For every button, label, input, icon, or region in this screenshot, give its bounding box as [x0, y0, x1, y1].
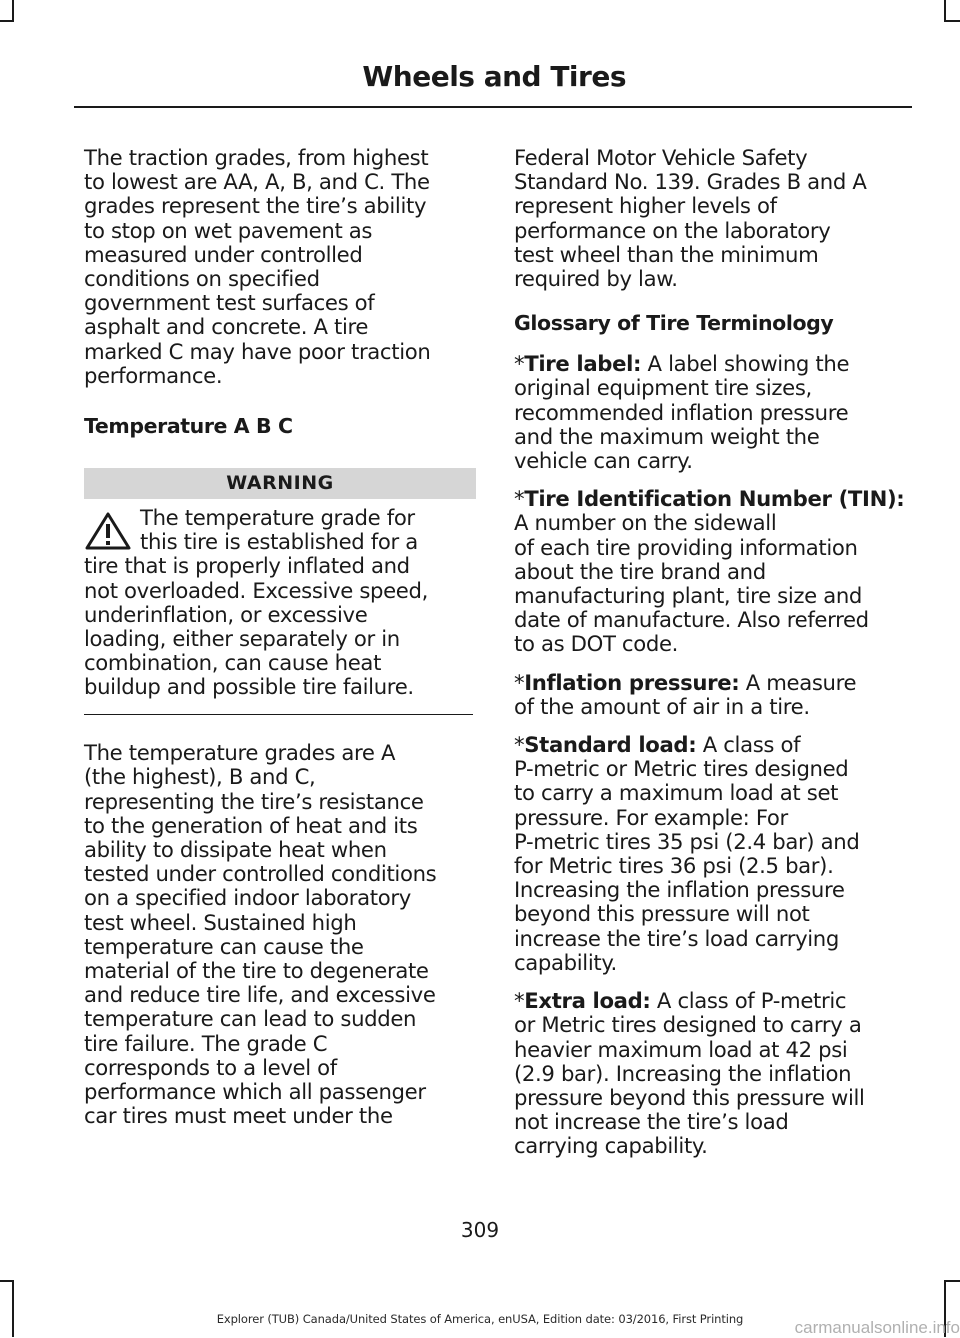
text-line: tire failure. The grade C — [84, 1030, 328, 1056]
text-line: government test surfaces of — [84, 290, 375, 316]
text-line: loading, either separately or in — [84, 626, 400, 652]
text-line: to lowest are AA, A, B, and C. The — [84, 169, 430, 195]
text-line: of the amount of air in a tire. — [514, 693, 810, 719]
text-line: about the tire brand and — [514, 558, 766, 584]
text-line: grades represent the tire’s ability — [84, 193, 427, 219]
text-line: date of manufacture. Also referred — [514, 607, 869, 633]
crop-mark — [944, 1280, 960, 1282]
text-line: A label showing the — [641, 351, 850, 377]
crop-mark — [12, 0, 14, 22]
text-line: this tire is established for a — [140, 529, 418, 555]
text-line: capability. — [514, 949, 617, 975]
text-line: temperature can lead to sudden — [84, 1006, 417, 1032]
text-line: marked C may have poor traction — [84, 338, 431, 364]
text-line: tire that is properly inflated and — [84, 553, 410, 579]
text-line: asphalt and concrete. A tire — [84, 314, 369, 340]
text-line: performance which all passenger — [84, 1079, 426, 1104]
text-line: conditions on specified — [84, 266, 320, 292]
text-line: pressure beyond this pressure will — [514, 1084, 865, 1110]
text-line: car tires must meet under the — [84, 1103, 393, 1129]
text-line: performance on the laboratory — [514, 217, 831, 243]
federal-paragraph — [514, 146, 912, 291]
text-line: performance. — [84, 362, 223, 388]
text-line: Standard No. 139. Grades B and A — [514, 169, 867, 195]
warning-text — [84, 506, 476, 700]
text-line: measured under controlled — [84, 241, 363, 267]
text-line: tested under controlled conditions — [84, 861, 437, 887]
text-line: Federal Motor Vehicle Safety — [514, 145, 808, 170]
crop-mark — [944, 0, 946, 22]
text-line: to the generation of heat and its — [84, 812, 418, 838]
text-line: or Metric tires designed to carry a — [514, 1012, 862, 1038]
crop-mark — [0, 20, 14, 22]
text-line: recommended inflation pressure — [514, 399, 849, 425]
term-label: Extra load: — [524, 988, 651, 1014]
text-line: The traction grades, from highest — [84, 145, 429, 170]
text-line: P-metric or Metric tires designed — [514, 756, 849, 782]
text-line: increase the tire’s load carrying — [514, 925, 839, 951]
glossary-term-tire-label: *Tire label: A label showing the original equipment tire sizes, recommended inflation pressure and the maximum weight the vehicle can carry. — [514, 351, 850, 474]
crop-mark — [12, 1280, 14, 1337]
text-line: The temperature grades are A — [84, 740, 396, 766]
text-line: original equipment tire sizes, — [514, 375, 812, 401]
text-line: and reduce tire life, and excessive — [84, 982, 436, 1008]
text-line: test wheel than the minimum — [514, 241, 819, 267]
term-label: Tire label: — [524, 351, 642, 377]
text-line: Increasing the inflation pressure — [514, 877, 845, 903]
glossary-term-tin: *Tire Identification Number (TIN): A number on the sidewall of each tire providing information about the tire brand and manufacturing plant, tire size and date of manufacture. Also referred to as DOT code. — [514, 486, 905, 657]
term-label: Standard load: — [524, 732, 697, 758]
page-number: 309 — [460, 1218, 500, 1242]
crop-mark — [0, 1280, 14, 1282]
temperature-paragraph — [84, 741, 476, 1128]
text-line: of each tire providing information — [514, 534, 858, 560]
crop-mark — [944, 20, 960, 22]
text-line: required by law. — [514, 266, 678, 292]
text-line: The temperature grade for — [140, 505, 415, 531]
text-line: pressure. For example: For — [514, 804, 788, 830]
text-line: to stop on wet pavement as — [84, 217, 373, 243]
text-line: beyond this pressure will not — [514, 901, 810, 927]
text-line: manufacturing plant, tire size and — [514, 583, 863, 609]
warning-body — [84, 506, 476, 700]
text-line: combination, can cause heat — [84, 650, 382, 676]
edition-footer: Explorer (TUB) Canada/United States of America, enUSA, Edition date: 03/2016, First Printing — [216, 1312, 744, 1326]
warning-box — [84, 468, 476, 715]
glossary-term-extra-load: *Extra load: A class of P-metric or Metric tires designed to carry a heavier maximum load at 42 psi (2.9 bar). Increasing the inflation pressure beyond this pressure will not increase the tire’s load carrying capability. — [514, 988, 865, 1159]
text-line: on a specified indoor laboratory — [84, 885, 411, 911]
text-line: corresponds to a level of — [84, 1054, 337, 1080]
text-line: representing the tire’s resistance — [84, 788, 424, 814]
text-line: represent higher levels of — [514, 193, 777, 219]
right-column — [514, 146, 912, 1159]
text-line: temperature can cause the — [84, 933, 364, 959]
temperature-heading: Temperature A B C — [84, 414, 293, 439]
term-label: Inflation pressure: — [524, 669, 740, 695]
text-line: not overloaded. Excessive speed, — [84, 577, 428, 603]
text-line: buildup and possible tire failure. — [84, 674, 414, 700]
warning-rule — [84, 714, 473, 716]
text-line: to as DOT code. — [514, 631, 679, 657]
text-line: A measure — [739, 669, 857, 695]
text-line: A number on the sidewall — [514, 510, 777, 536]
glossary-term-inflation: *Inflation pressure: A measure of the amount of air in a tire. — [514, 669, 857, 719]
traction-paragraph — [84, 146, 476, 388]
left-column — [84, 146, 476, 1128]
title-rule — [74, 106, 912, 108]
warning-triangle-icon — [84, 511, 132, 551]
text-line: A class of P-metric — [650, 988, 847, 1014]
watermark: carmanualsonline.info — [794, 1318, 960, 1337]
text-line: A class of — [696, 732, 801, 758]
glossary-term-standard-load: *Standard load: A class of P-metric or Metric tires designed to carry a maximum load at set pressure. For example: For P-metric tires 35 psi (2.4 bar) and for Metric tires 36 psi (2.5 bar). Increasing the inflation pressure beyond this pressure will not increase the tire’s load carrying capability. — [514, 732, 860, 975]
text-line: ability to dissipate heat when — [84, 836, 387, 862]
page-title: Wheels and Tires — [362, 60, 626, 93]
text-line: underinflation, or excessive — [84, 601, 368, 627]
glossary-heading: Glossary of Tire Terminology — [514, 311, 834, 336]
text-line: vehicle can carry. — [514, 448, 693, 474]
text-line: to carry a maximum load at set — [514, 780, 839, 806]
text-line: material of the tire to degenerate — [84, 957, 429, 983]
warning-title: WARNING — [84, 468, 476, 499]
term-label: Tire Identification Number (TIN): — [524, 486, 905, 512]
text-line: for Metric tires 36 psi (2.5 bar). — [514, 853, 834, 879]
text-line: test wheel. Sustained high — [84, 909, 357, 935]
text-line: not increase the tire’s load — [514, 1109, 789, 1135]
text-line: (the highest), B and C, — [84, 764, 316, 790]
text-line: carrying capability. — [514, 1133, 708, 1159]
text-line: (2.9 bar). Increasing the inflation — [514, 1060, 852, 1086]
text-line: P-metric tires 35 psi (2.4 bar) and — [514, 828, 860, 854]
text-line: heavier maximum load at 42 psi — [514, 1036, 848, 1062]
text-line: and the maximum weight the — [514, 423, 820, 449]
